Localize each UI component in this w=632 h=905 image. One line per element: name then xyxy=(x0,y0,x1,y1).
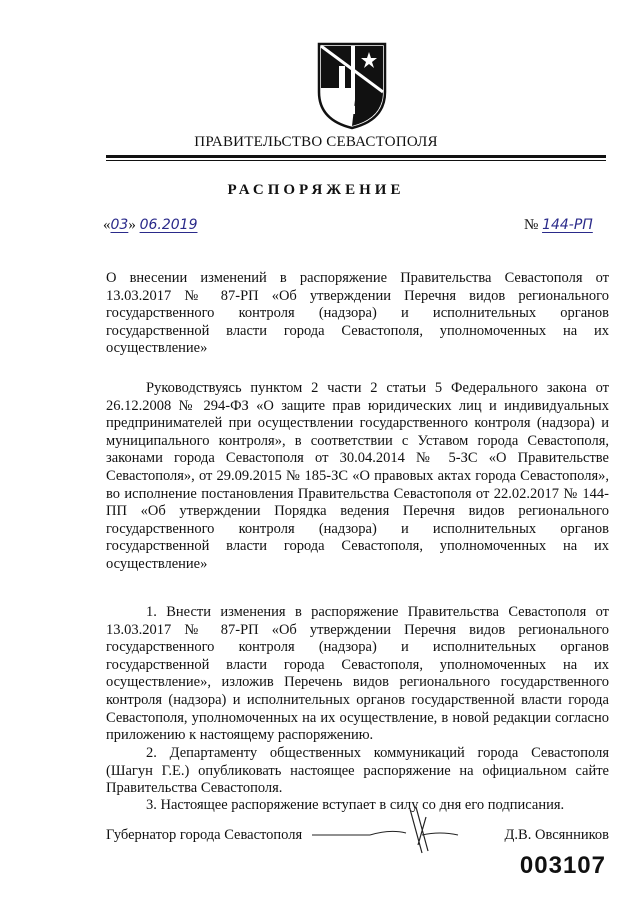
legal-basis-paragraph: Руководствуясь пунктом 2 части 2 статьи 5 Федерального закона от 26.12.2008 № 294-ФЗ «О защите прав юридических лиц и индивидуальных предпринимателей при осуществлении государственного контроля (надзора) и муниципального контроля», в соответствии с Уставом города Севастополя, законами города Севастополя от 30.04.2014 № 5-ЗС «О Правительстве Севастополя», от 29.09.2015 № 185-ЗС «О правовых актах города Севастополя», во исполнение постановления Правительства Севастополя от 22.02.2017 № 144-ПП «Об утверждении Порядка ведения Перечня видов регионального государственного контроля (надзора) и исполнительных органов государственной власти города Севастополя, уполномоченных на их осуществление» xyxy=(106,380,609,572)
organization-name: ПРАВИТЕЛЬСТВО СЕВАСТОПОЛЯ xyxy=(194,134,438,150)
serial-number: 003107 xyxy=(519,852,606,879)
handwritten-signature-icon xyxy=(310,805,460,855)
document-number xyxy=(524,217,593,234)
signatory-title: Губернатор города Севастополя xyxy=(106,827,303,843)
date-day: 03 xyxy=(110,217,129,233)
order-item-2: 2. Департаменту общественных коммуникаций города Севастополя (Шагун Г.Е.) опубликовать настоящее распоряжение на официальном сайте Правительства Севастополя. xyxy=(106,745,609,797)
document-subject: О внесении изменений в распоряжение Правительства Севастополя от 13.03.2017 № 87-РП «Об утверждении Перечня видов регионального государственного контроля (надзора) и исполнительных органов государственной власти города Севастополя, уполномоченных на их осуществление» xyxy=(106,270,609,357)
number-sign: № xyxy=(524,217,543,233)
header-rule-thick xyxy=(106,155,606,158)
date-month-year: 06.2019 xyxy=(139,217,198,233)
coat-of-arms-icon xyxy=(315,40,389,130)
header-rule-thin xyxy=(106,160,606,161)
date-open-quote: « xyxy=(103,217,111,233)
signatory-name: Д.В. Овсянников xyxy=(504,827,609,843)
order-item-3: 3. Настоящее распоряжение вступает в силу со дня его подписания. xyxy=(146,797,565,813)
document-type: РАСПОРЯЖЕНИЕ xyxy=(227,182,405,198)
date-close-quote: » xyxy=(128,217,140,233)
document-date xyxy=(103,217,197,234)
number-value: 144-РП xyxy=(542,217,593,233)
order-item-1: 1. Внести изменения в распоряжение Правительства Севастополя от 13.03.2017 № 87-РП «Об утверждении Перечня видов регионального государственного контроля (надзора) и исполнительных органов государственной власти города Севастополя, уполномоченных на их осуществление», изложив Перечень видов регионального государственного контроля (надзора) и исполнительных органов государственной власти города Севастополя, уполномоченных на их осуществление, в новой редакции согласно приложению к настоящему распоряжению. xyxy=(106,604,609,744)
